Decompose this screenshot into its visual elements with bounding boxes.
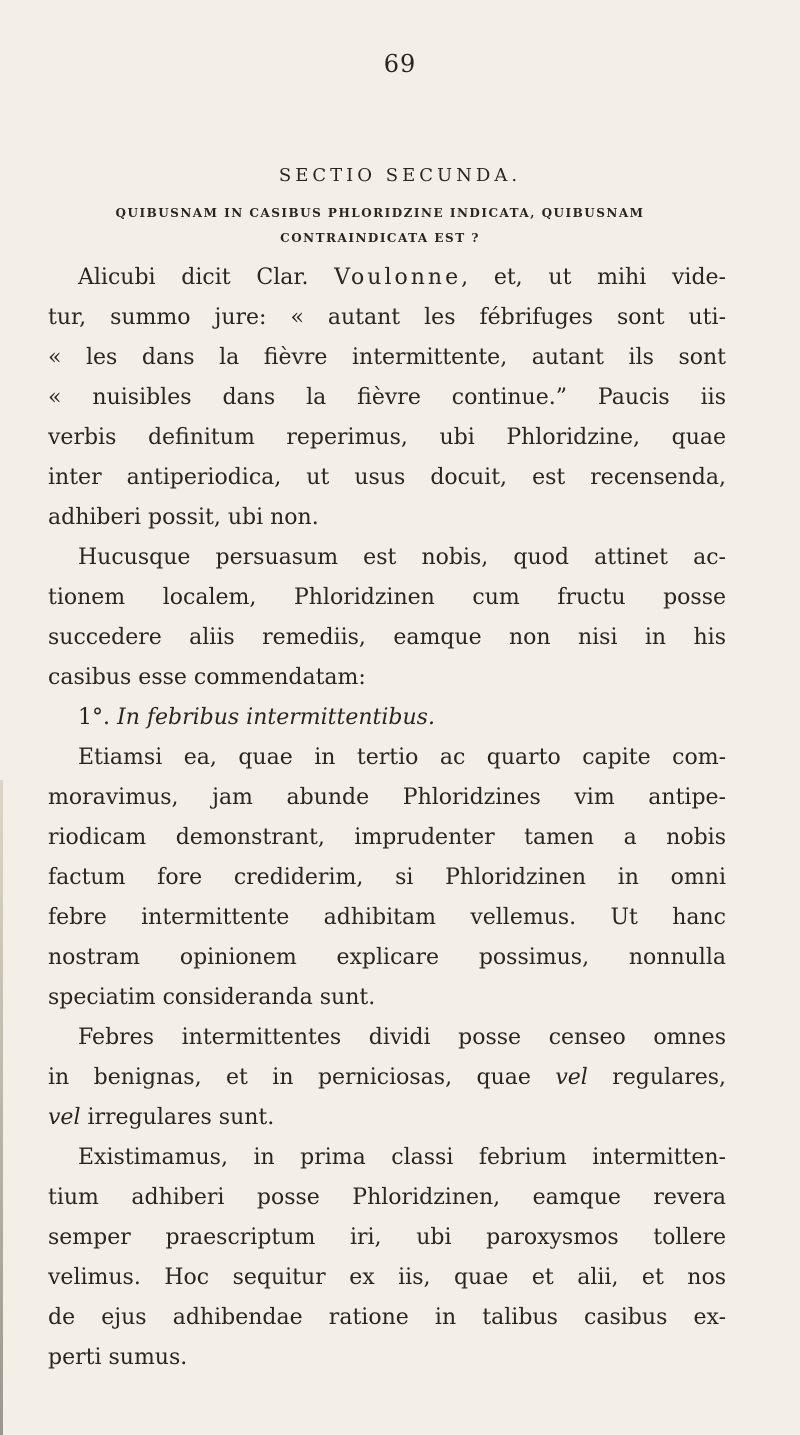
paragraph-3-line: Etiamsi ea, quae in tertio ac quarto capite com- bbox=[78, 745, 726, 770]
page-edge-shadow bbox=[0, 780, 3, 1435]
emphasis: vel bbox=[48, 1105, 81, 1130]
paragraph-2-line: Hucusque persuasum est nobis, quod attinet ac- bbox=[78, 545, 726, 570]
text-run: Alicubi dicit Clar. bbox=[78, 265, 309, 290]
paragraph-3-line: nostram opinionem explicare possimus, nonnulla bbox=[48, 945, 726, 970]
text-run: in benignas, et in perniciosas, quae bbox=[48, 1065, 531, 1090]
body-text bbox=[48, 258, 726, 1378]
paragraph-5-line: tium adhiberi posse Phloridzinen, eamque revera bbox=[48, 1185, 726, 1210]
emphasis: vel bbox=[555, 1065, 588, 1090]
paragraph-3-line: moravimus, jam abunde Phloridzines vim antipe- bbox=[48, 785, 726, 810]
paragraph-1-line: adhiberi possit, ubi non. bbox=[48, 505, 319, 530]
paragraph-5-line: velimus. Hoc sequitur ex iis, quae et alii, et nos bbox=[48, 1265, 726, 1290]
paragraph-5-line: semper praescriptum iri, ubi paroxysmos tollere bbox=[48, 1225, 726, 1250]
paragraph-3-line: riodicam demonstrant, imprudenter tamen a nobis bbox=[48, 825, 726, 850]
paragraph-1-line: « nuisibles dans la fièvre continue.” Paucis iis bbox=[48, 385, 726, 410]
paragraph-2-line: succedere aliis remediis, eamque non nisi in his bbox=[48, 625, 726, 650]
paragraph-1-line bbox=[48, 258, 726, 298]
paragraph-1-line: verbis definitum reperimus, ubi Phloridzine, quae bbox=[48, 425, 726, 450]
paragraph-5-line: perti sumus. bbox=[48, 1345, 188, 1370]
paragraph-4-line bbox=[48, 1098, 726, 1138]
page-number: 69 bbox=[383, 50, 417, 78]
section-subtitle-line-1: QUIBUSNAM IN CASIBUS PHLORIDZINE INDICATA, QUIBUSNAM bbox=[115, 206, 645, 220]
section-subtitle-line-2: CONTRAINDICATA EST ? bbox=[280, 231, 480, 245]
paragraph-1-line: tur, summo jure: « autant les fébrifuges sont uti- bbox=[48, 305, 726, 330]
paragraph-3-line: factum fore crediderim, si Phloridzinen in omni bbox=[48, 865, 726, 890]
subheading-text: In febribus intermittentibus. bbox=[117, 705, 435, 730]
paragraph-3-line: febre intermittente adhibitam vellemus. Ut hanc bbox=[48, 905, 726, 930]
text-run: , et, ut mihi vide- bbox=[461, 265, 726, 290]
paragraph-2-line: tionem localem, Phloridzinen cum fructu posse bbox=[48, 585, 726, 610]
subheading-number: 1°. bbox=[78, 705, 110, 730]
paragraph-2-line: casibus esse commendatam: bbox=[48, 665, 366, 690]
section-title: SECTIO SECUNDA. bbox=[278, 165, 522, 186]
paragraph-1-line: « les dans la fièvre intermittente, autant ils sont bbox=[48, 345, 726, 370]
paragraph-4-line bbox=[48, 1058, 726, 1098]
paragraph-3-line: speciatim consideranda sunt. bbox=[48, 985, 376, 1010]
paragraph-4-line: Febres intermittentes dividi posse censeo omnes bbox=[78, 1025, 726, 1050]
text-run: regulares, bbox=[612, 1065, 726, 1090]
paragraph-5-line: Existimamus, in prima classi febrium intermitten- bbox=[78, 1145, 726, 1170]
paragraph-1-line: inter antiperiodica, ut usus docuit, est recensenda, bbox=[48, 465, 726, 490]
subheading bbox=[48, 698, 726, 738]
paragraph-5-line: de ejus adhibendae ratione in talibus casibus ex- bbox=[48, 1305, 726, 1330]
text-run: irregulares sunt. bbox=[87, 1105, 275, 1130]
author-name: Voulonne bbox=[334, 265, 462, 290]
